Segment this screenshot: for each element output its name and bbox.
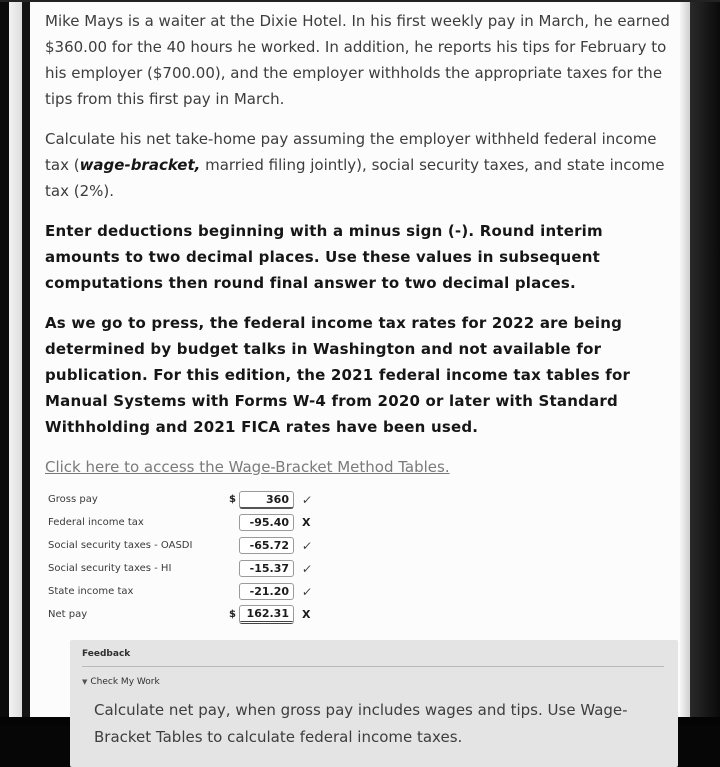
state-income-tax-label: State income tax (48, 586, 134, 597)
instruction-text-pre: Calculate his net take-home pay assuming the employer withheld federal income tax ( (45, 130, 657, 174)
payroll-worksheet (45, 488, 658, 626)
problem-page (30, 2, 680, 746)
correct-check-icon: ✓ (301, 561, 314, 576)
screen-right-bezel (690, 0, 720, 717)
check-my-work-toggle[interactable] (82, 677, 664, 687)
state-income-tax-row (45, 580, 658, 603)
hi-tax-input[interactable] (239, 560, 294, 577)
net-pay-label: Net pay (48, 609, 88, 620)
gross-pay-label: Gross pay (48, 494, 98, 505)
hi-tax-row (45, 557, 658, 580)
feedback-divider (82, 666, 664, 667)
screen-left-bezel (0, 0, 9, 717)
net-pay-input[interactable] (239, 605, 294, 624)
correct-check-icon: ✓ (301, 584, 314, 599)
oasdi-tax-row (45, 534, 658, 557)
tax-table-note-paragraph: As we go to press, the federal income tax rates for 2022 are being determined by budget talks in Washington and not available for publication. For this edition, the 2021 federal income tax tables for Manual Systems with Forms W-4 from 2020 or later with Standard Withholding and 2021 FICA rates have been used. (45, 314, 631, 436)
dollar-sign: $ (229, 494, 236, 505)
screen-left-border (22, 0, 30, 717)
rounding-instructions-paragraph: Enter deductions beginning with a minus sign (-). Round interim amounts to two decimal places. Use these values in subsequent computations then round final answer to two decimal places. (45, 222, 603, 292)
incorrect-x-icon: X (302, 607, 311, 621)
instruction-text-post: married filing jointly), social security taxes, and state income tax (2%). (45, 156, 665, 200)
screen-left-margin (9, 0, 22, 717)
gross-pay-input[interactable] (239, 491, 294, 509)
screen-right-margin (680, 0, 690, 717)
correct-check-icon: ✓ (301, 538, 314, 553)
incorrect-x-icon: X (302, 515, 311, 529)
caret-down-icon: ▼ (82, 678, 88, 686)
instruction-paragraph (45, 126, 670, 204)
feedback-title: Feedback (82, 649, 131, 659)
correct-check-icon: ✓ (301, 492, 314, 507)
feedback-message: Calculate net pay, when gross pay includes wages and tips. Use Wage-Bracket Tables to calculate federal income taxes. (94, 701, 628, 746)
dollar-sign: $ (229, 609, 236, 620)
check-my-work-label: Check My Work (90, 677, 160, 687)
gross-pay-row (45, 488, 658, 511)
hi-tax-label: Social security taxes - HI (48, 563, 172, 574)
oasdi-tax-input[interactable] (239, 537, 294, 554)
oasdi-tax-label: Social security taxes - OASDI (48, 540, 193, 551)
wage-bracket-emphasis: wage-bracket, (79, 156, 201, 174)
feedback-panel (70, 640, 678, 767)
wage-bracket-tables-link[interactable]: Click here to access the Wage-Bracket Method Tables. (45, 458, 450, 476)
state-income-tax-input[interactable] (239, 583, 294, 600)
problem-statement-paragraph: Mike Mays is a waiter at the Dixie Hotel. In his first weekly pay in March, he earned $360.00 for the 40 hours he worked. In addition, he reports his tips for February to his employer ($700.00), and the employer withholds the appropriate taxes for the tips from this first pay in March. (45, 12, 670, 108)
net-pay-row (45, 603, 658, 626)
screen-top-edge (0, 0, 720, 2)
federal-income-tax-row (45, 511, 658, 534)
federal-income-tax-label: Federal income tax (48, 517, 144, 528)
federal-income-tax-input[interactable] (239, 514, 294, 531)
